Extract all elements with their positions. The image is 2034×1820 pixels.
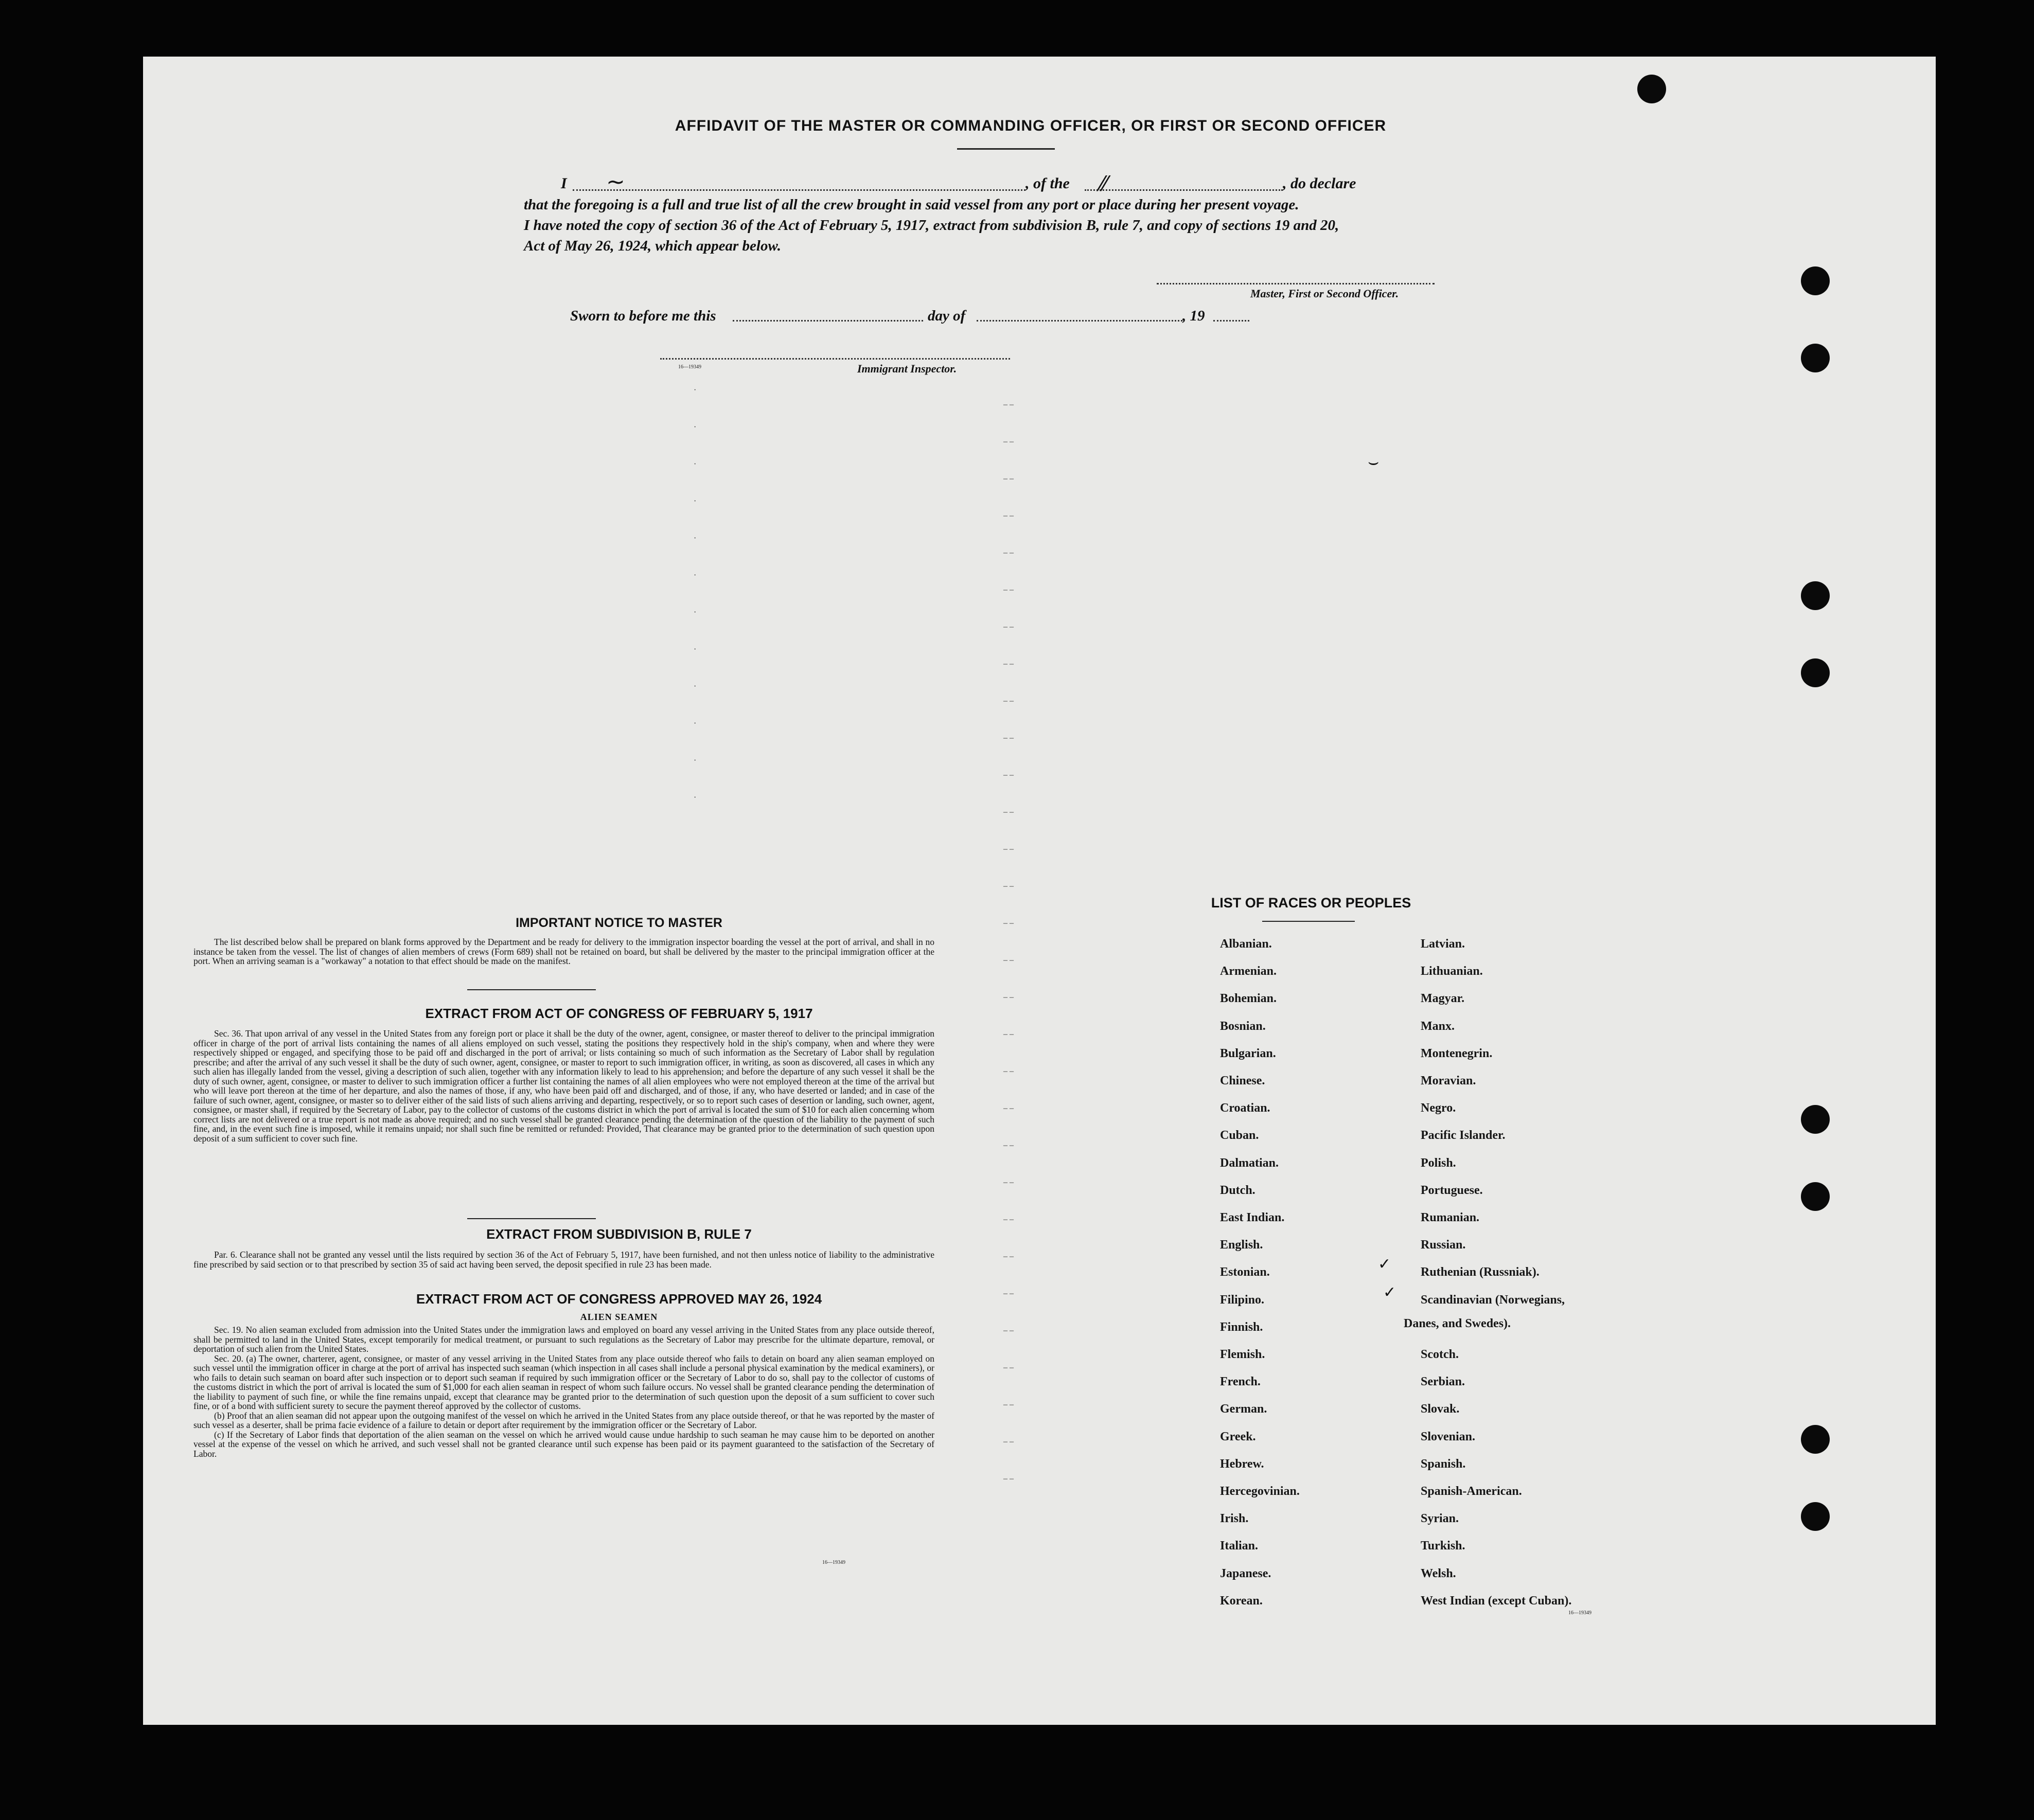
column-dash: – – — [1003, 511, 1014, 520]
extract-1924-title: EXTRACT FROM ACT OF CONGRESS APPROVED MAY 26, 1924 — [416, 1291, 822, 1307]
race-item: Russian. — [1421, 1238, 1466, 1252]
form-sheet — [143, 57, 1936, 1725]
column-dash: – – — [1003, 956, 1014, 965]
divider — [467, 989, 596, 990]
race-item: Armenian. — [1220, 965, 1277, 978]
race-item: Rumanian. — [1421, 1211, 1480, 1224]
column-dash: – – — [1003, 1363, 1014, 1372]
race-item: Croatian. — [1220, 1101, 1270, 1115]
sec-20b-text: (b) Proof that an alien seaman did not appear upon the outgoing manifest of the vessel on which he arrived in the United States from any place outside thereof, or that he was reported by the master of such vessel as a deserter, shall be prima facie evidence of a failure to detain or deport after requirement by the immigration officer or the Secretary of Labor. — [193, 1410, 934, 1430]
column-dash: – – — [1003, 1215, 1014, 1224]
extract-1917-text: Sec. 36. That upon arrival of any vessel in the United States from any foreign port or place it shall be the duty of the owner, agent, consignee, or master thereof to deliver to the principal immigration officer in charge of the port of arrival lists containing the names of all aliens employed on such vessel, stating the positions they respectively hold in the ship's company, when and where they were respectively shipped or engaged, and specifying those to be paid off and discharged in the port of arrival; or lists containing so much of such information as the Secretary of Labor shall by regulation prescribe; and after the arrival of any such vessel it shall be the duty of such owner, agent, consignee, or master to report to such immigration officer, in writing, as soon as discovered, all cases in which any such alien has illegally landed from the vessel, giving a description of such alien, together with any information likely to lead to his apprehension; and before the departure of any such vessel it shall be the duty of such owner, agent, consignee, or master to deliver to such immigration officer a further list containing the names of all alien employees who were not employed thereon at the time of the arrival but who will leave port thereon at the time of her departure, and also the names of those, if any, who have been paid off and discharged, and of those, if any, who have deserted or landed; and in case of the failure of such owner, agent, consignee, or master so to deliver either of the said lists of such aliens arriving and departing, respectively, or so to report such cases of desertion or landing, such owner, agent, consignee, or master shall, if required by the Secretary of Labor, pay to the collector of customs of the customs district in which the port of arrival is located the sum of $10 for each alien concerning whom correct lists are not delivered or a true report is not made as above required; and no such vessel shall be granted clearance pending the determination of the question of the liability to the payment of such fine, and, in the event such fine is imposed, while it remains unpaid; nor shall such fine be remitted or refunded: Provided, That clearance may be granted prior to the determination of such question upon deposit of a sum sufficient to cover such fine. — [193, 1028, 934, 1144]
column-dash: – – — [1003, 993, 1014, 1002]
column-dash: – – — [1003, 882, 1014, 890]
race-item: Filipino. — [1220, 1293, 1265, 1307]
sworn-day-blank[interactable] — [733, 320, 923, 322]
race-item: Lithuanian. — [1421, 965, 1483, 978]
column-dash: – – — [1003, 919, 1014, 927]
extract-1924-text-block — [193, 1325, 934, 1458]
handwritten-check: ⌣ — [1368, 452, 1379, 472]
race-item: Chinese. — [1220, 1074, 1265, 1087]
race-item: Hercegovinian. — [1220, 1485, 1300, 1498]
punch-hole — [1801, 581, 1830, 610]
race-item: Polish. — [1421, 1156, 1456, 1170]
race-item: Magyar. — [1421, 992, 1465, 1006]
column-dash: – – — [1003, 659, 1014, 668]
extract-form-number: 16—19349 — [822, 1560, 845, 1565]
race-item: Irish. — [1220, 1512, 1249, 1526]
sec-20c-text: (c) If the Secretary of Labor finds that deportation of the alien seaman on the vessel on which he arrived would cause undue hardship to such seaman he may cause him to be deported on another vessel at the expense of the vessel on which he arrived, and such vessel shall not be granted clearance until such expense has been paid or its payment guaranteed to the satisfaction of the Secretary of Labor. — [193, 1429, 934, 1459]
race-item: Italian. — [1220, 1539, 1259, 1553]
race-item: French. — [1220, 1375, 1261, 1389]
sworn-month-blank[interactable] — [977, 320, 1182, 322]
race-item: Syrian. — [1421, 1512, 1459, 1526]
alien-seamen-subtitle: ALIEN SEAMEN — [580, 1312, 658, 1322]
column-dash: – – — [1003, 1437, 1014, 1446]
sec-20a-text: Sec. 20. (a) The owner, charterer, agent, consignee, or master of any vessel arriving in the United States from any place outside thereof who fails to detain on board any alien seaman employed on such vessel until the immigration officer in charge at the port of arrival has inspected such seaman (which inspection in all cases shall include a personal physical examination by the medical examiners), or who fails to detain such seaman on board after such inspection or to deport such seaman if required by such immigration officer or the Secretary of Labor to do so, shall pay to the collector of customs of the customs district in which the port of arrival is located the sum of $1,000 for each alien seaman in respect of whom such failure occurs. No vessel shall be granted clearance pending the determination of the liability to payment of such fine, or while the fine remains unpaid, except that clearance may be granted prior to the determination of such question upon the deposit of a sum sufficient to cover such fine, or of a bond with sufficient surety to secure the payment thereof approved by the collector of customs. — [193, 1353, 934, 1411]
race-item: Montenegrin. — [1421, 1046, 1493, 1060]
column-tick: · — [694, 756, 697, 765]
column-tick: · — [694, 608, 697, 617]
races-form-number: 16—19349 — [1568, 1610, 1591, 1616]
race-item: Korean. — [1220, 1594, 1263, 1608]
column-tick: · — [694, 460, 697, 469]
column-dash: – – — [1003, 400, 1014, 409]
subdivision-b-text: Par. 6. Clearance shall not be granted any vessel until the lists required by section 36 of the Act of February 5, 1917, have been furnished, and not then unless notice of liability to the administrative fine prescribed by said section or to that prescribed by section 35 of said act having been served, the deposit specified in rule 23 has been made. — [193, 1250, 934, 1270]
race-item: Slovak. — [1421, 1402, 1460, 1416]
race-item: Moravian. — [1421, 1074, 1476, 1087]
column-tick: · — [694, 793, 697, 802]
column-tick: · — [694, 386, 697, 395]
affidavit-form-number: 16—19349 — [678, 364, 701, 370]
column-dash: – – — [1003, 808, 1014, 816]
extract-1917-text-block — [193, 1029, 934, 1143]
affidavit-of-the-label: , of the — [1025, 175, 1070, 192]
column-dash: – – — [1003, 548, 1014, 557]
race-item: Spanish-American. — [1421, 1485, 1522, 1498]
column-dash: – – — [1003, 474, 1014, 483]
race-item: Serbian. — [1421, 1375, 1465, 1389]
race-item: Finnish. — [1220, 1320, 1263, 1334]
column-tick: · — [694, 645, 697, 654]
race-item: Pacific Islander. — [1421, 1129, 1506, 1143]
column-dash: – – — [1003, 1178, 1014, 1187]
race-item: West Indian (except Cuban). — [1421, 1594, 1572, 1608]
punch-hole — [1801, 658, 1830, 687]
column-dash: – – — [1003, 734, 1014, 742]
race-item: Scandinavian (Norwegians, — [1421, 1293, 1565, 1307]
race-item: Dutch. — [1220, 1183, 1255, 1197]
column-dash: – – — [1003, 1141, 1014, 1150]
column-dash: – – — [1003, 437, 1014, 446]
column-dash: – – — [1003, 585, 1014, 594]
race-item: East Indian. — [1220, 1211, 1285, 1224]
race-item: Bohemian. — [1220, 992, 1277, 1006]
name-blank[interactable] — [573, 189, 1025, 191]
column-dash: – – — [1003, 1326, 1014, 1335]
column-tick: · — [694, 571, 697, 580]
handwritten-check: ✓ — [1378, 1255, 1391, 1273]
column-dash: – – — [1003, 771, 1014, 779]
affidavit-line-2: that the foregoing is a full and true list of all the crew brought in said vessel from any port or place during her present voyage. — [524, 197, 1299, 213]
race-item: Spanish. — [1421, 1457, 1466, 1471]
handwritten-check: ✓ — [1383, 1283, 1396, 1301]
race-item: Cuban. — [1220, 1129, 1259, 1143]
column-dash: – – — [1003, 845, 1014, 853]
column-tick: · — [694, 497, 697, 506]
races-title: LIST OF RACES OR PEOPLES — [1211, 895, 1411, 911]
affidavit-line-4: Act of May 26, 1924, which appear below. — [524, 238, 781, 254]
master-signature-blank[interactable] — [1157, 283, 1435, 284]
handwritten-mark: ⁄⁄ — [1100, 172, 1107, 196]
notice-text-block — [193, 937, 934, 966]
race-scandinavian-continued: Danes, and Swedes). — [1404, 1317, 1511, 1330]
race-item: Estonian. — [1220, 1265, 1270, 1279]
sec-19-text: Sec. 19. No alien seaman excluded from admission into the United States under the immigration laws and employed on board any vessel arriving in the United States from any place outside thereof, shall be permitted to land in the United States, except temporarily for medical treatment, or pursuant to such regulations as the Secretary of Labor may prescribe for the ultimate departure, removal, or deportation of such alien from the United States. — [193, 1325, 934, 1354]
punch-hole — [1801, 1425, 1830, 1454]
inspector-signature-blank[interactable] — [660, 358, 1010, 360]
race-item: Welsh. — [1421, 1566, 1456, 1580]
column-dash: – – — [1003, 1400, 1014, 1409]
year-label: , 19 — [1182, 308, 1205, 324]
race-item: Bosnian. — [1220, 1019, 1266, 1033]
column-dash: – – — [1003, 1289, 1014, 1298]
race-item: Turkish. — [1421, 1539, 1465, 1553]
race-item: Manx. — [1421, 1019, 1455, 1033]
affidavit-i-label: I — [561, 175, 567, 192]
inspector-label: Immigrant Inspector. — [857, 362, 957, 375]
race-item: Japanese. — [1220, 1566, 1271, 1580]
master-signature-label: Master, First or Second Officer. — [1250, 287, 1399, 300]
race-item: Ruthenian (Russniak). — [1421, 1265, 1540, 1279]
column-tick: · — [694, 719, 697, 728]
punch-hole — [1801, 344, 1830, 372]
punch-hole — [1801, 1502, 1830, 1531]
affidavit-do-declare: , do declare — [1283, 175, 1356, 192]
affidavit-title: AFFIDAVIT OF THE MASTER OR COMMANDING OFFICER, OR FIRST OR SECOND OFFICER — [675, 117, 1387, 134]
race-item: Negro. — [1421, 1101, 1456, 1115]
race-item: Slovenian. — [1421, 1430, 1476, 1443]
column-dash: – – — [1003, 697, 1014, 705]
race-item: German. — [1220, 1402, 1267, 1416]
race-item: Albanian. — [1220, 937, 1272, 951]
column-dash: – – — [1003, 1474, 1014, 1483]
punch-hole — [1801, 266, 1830, 295]
race-item: Dalmatian. — [1220, 1156, 1279, 1170]
notice-text: The list described below shall be prepared on blank forms approved by the Department and be ready for delivery to the immigration inspector boarding the vessel at the port of arrival, and shall in no instance be taken from the vessel. The list of changes of alien members of crews (Form 689) shall not be retained on board, but shall be delivered by the master to the principal immigration officer at the port. When an arriving seaman is a "workaway" a notation to that effect should be made on the manifest. — [193, 937, 934, 966]
subdivision-b-title: EXTRACT FROM SUBDIVISION B, RULE 7 — [486, 1226, 752, 1242]
column-dash: – – — [1003, 1030, 1014, 1039]
column-dash: – – — [1003, 1067, 1014, 1076]
affidavit-line-3: I have noted the copy of section 36 of the Act of February 5, 1917, extract from subdivision B, rule 7, and copy of sections 19 and 20, — [524, 217, 1339, 234]
race-item: Greek. — [1220, 1430, 1256, 1443]
column-tick: · — [694, 423, 697, 432]
column-tick: · — [694, 534, 697, 543]
race-item: Portuguese. — [1421, 1183, 1483, 1197]
races-title-underline — [1262, 921, 1355, 922]
race-item: Bulgarian. — [1220, 1046, 1276, 1060]
race-item: Scotch. — [1421, 1348, 1459, 1361]
race-item: Flemish. — [1220, 1348, 1265, 1361]
punch-hole — [1801, 1182, 1830, 1211]
sworn-label: Sworn to before me this — [570, 308, 716, 324]
column-dash: – – — [1003, 1252, 1014, 1261]
notice-title: IMPORTANT NOTICE TO MASTER — [516, 916, 722, 930]
subdivision-b-text-block — [193, 1250, 934, 1269]
punch-hole — [1637, 75, 1666, 103]
handwritten-mark: ~ — [606, 169, 625, 195]
divider — [467, 1218, 596, 1219]
race-item: Latvian. — [1421, 937, 1465, 951]
vessel-blank[interactable] — [1085, 189, 1283, 191]
race-item: Hebrew. — [1220, 1457, 1264, 1471]
column-dash: – – — [1003, 1104, 1014, 1113]
title-underline — [957, 148, 1055, 150]
sworn-year-blank[interactable] — [1213, 320, 1249, 322]
column-dash: – – — [1003, 622, 1014, 631]
day-of-label: day of — [928, 308, 966, 324]
extract-1917-title: EXTRACT FROM ACT OF CONGRESS OF FEBRUARY 5, 1917 — [425, 1006, 813, 1021]
column-tick: · — [694, 682, 697, 691]
race-item: English. — [1220, 1238, 1263, 1252]
punch-hole — [1801, 1105, 1830, 1134]
